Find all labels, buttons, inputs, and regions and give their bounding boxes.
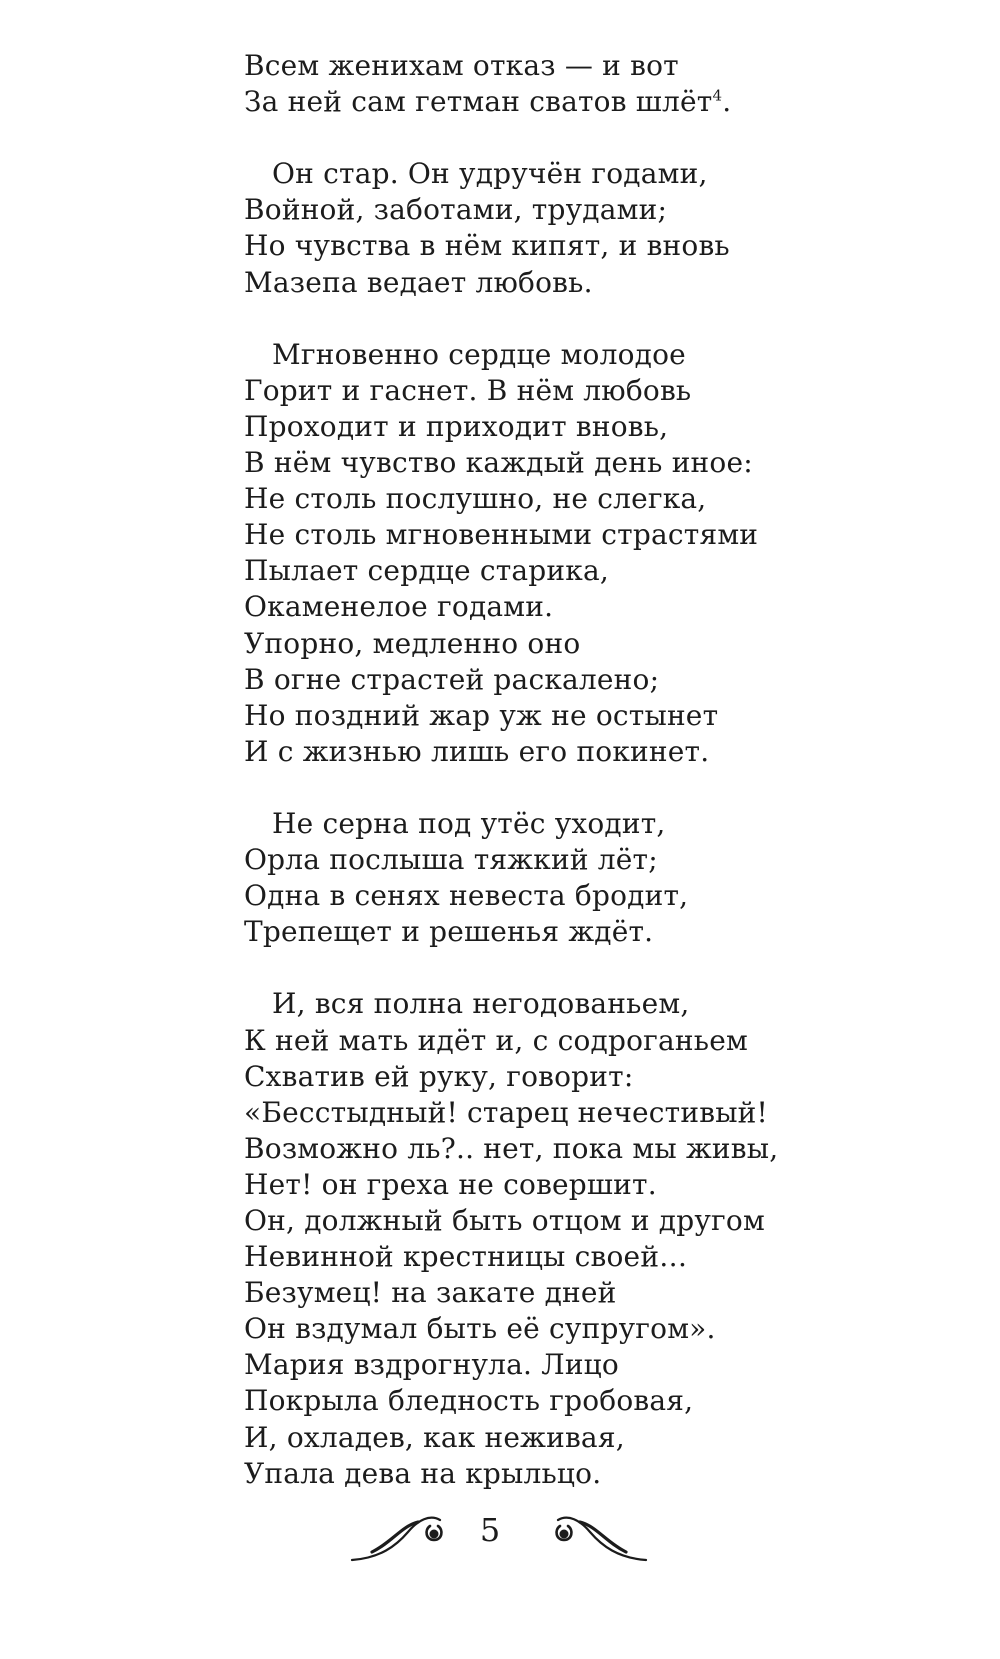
poem-line-text: Горит и гаснет. В нём любовь [244,373,692,407]
poem-line-text: «Бесстыдный! старец нечестивый! [244,1095,768,1129]
poem-line-text: За ней сам гетман сватов шлёт [244,85,713,119]
poem-line [244,1239,864,1275]
poem-line-text: Войной, заботами, трудами; [244,193,668,227]
poem-line [244,806,864,842]
poem-line-text: Мгновенно сердце молодое [272,337,686,371]
poem-line [244,409,864,445]
poem-line-text: Всем женихам отказ — и вот [244,49,679,82]
poem-line [244,878,864,914]
poem-line [244,914,864,950]
stanza [244,337,864,770]
poem-text [244,48,864,1492]
poem-line-text: Он стар. Он удручён годами, [272,157,708,191]
poem-line-text: Не столь послушно, не слегка, [244,482,707,516]
poem-line [244,842,864,878]
poem-line [244,698,864,734]
poem-line [244,1347,864,1383]
poem-line-text: Проходит и приходит вновь, [244,409,669,443]
poem-line [244,1095,864,1131]
poem-line [244,986,864,1022]
stanza [244,986,864,1491]
poem-line [244,517,864,553]
poem-line-text: Трепещет и решенья ждёт. [244,915,654,949]
poem-line [244,84,864,120]
poem-line [244,1131,864,1167]
poem-line [244,481,864,517]
poem-line [244,1203,864,1239]
poem-line-text: Не столь мгновенными страстями [244,518,759,552]
poem-line [244,662,864,698]
poem-line-text: Мазепа ведает любовь. [244,265,593,299]
stanza-gap [244,770,864,806]
poem-line [244,156,864,192]
poem-line [244,1456,864,1492]
footnote-marker: 4 [712,86,723,105]
poem-line [244,48,864,84]
poem-line [244,553,864,589]
poem-line [244,337,864,373]
poem-line [244,1311,864,1347]
poem-line-text: Он вздумал быть её супругом». [244,1312,716,1346]
poem-line-text: Невинной крестницы своей… [244,1240,688,1274]
poem-line-text: Нет! он греха не совершит. [244,1167,657,1201]
poem-line [244,1420,864,1456]
stanza-gap [244,301,864,337]
poem-line [244,228,864,264]
poem-line-text: В нём чувство каждый день иное: [244,446,753,480]
stanza [244,156,864,300]
poem-line-text: Мария вздрогнула. Лицо [244,1348,619,1382]
poem-line [244,1275,864,1311]
poem-line [244,265,864,301]
poem-line [244,1167,864,1203]
poem-line-text: И, вся полна негодованьем, [272,987,690,1021]
poem-line-text: Упорно, медленно оно [244,626,581,660]
poem-line-text: И с жизнью лишь его покинет. [244,734,710,768]
poem-line [244,445,864,481]
poem-line-text: Не серна под утёс уходит, [272,806,666,840]
page-number: 5 [479,1511,501,1549]
poem-line-text: Безумец! на закате дней [244,1276,617,1310]
poem-line-text: Покрыла бледность гробовая, [244,1384,694,1418]
stanza [244,48,864,120]
poem-line-text: Но чувства в нём кипят, и вновь [244,229,730,263]
stanza-gap [244,120,864,156]
poem-line-text: Одна в сенях невеста бродит, [244,879,689,913]
poem-line-text: Пылает сердце старика, [244,554,609,588]
stanza [244,806,864,950]
poem-line-text: Упала дева на крыльцо. [244,1456,602,1490]
stanza-gap [244,950,864,986]
poem-line-text: Но поздний жар уж не остынет [244,698,719,732]
poem-line-text: Он, должный быть отцом и другом [244,1204,765,1237]
poem-line-text: К ней мать идёт и, с содроганьем [244,1023,748,1057]
poem-line [244,734,864,770]
poem-line [244,589,864,625]
poem-line-text: Орла послыша тяжкий лёт; [244,843,658,877]
poem-line-text: Возможно ль?.. нет, пока мы живы, [244,1131,779,1165]
poem-line [244,626,864,662]
poem-line [244,1059,864,1095]
poem-line-text: Схватив ей руку, говорит: [244,1059,634,1093]
poem-line [244,1383,864,1419]
poem-line [244,192,864,228]
poem-line-text: Окаменелое годами. [244,590,554,624]
poem-line [244,373,864,409]
poem-line-text: И, охладев, как неживая, [244,1420,625,1454]
trailing-punctuation: . [722,85,732,119]
poem-line-text: В огне страстей раскалено; [244,662,660,696]
poem-line [244,1023,864,1059]
